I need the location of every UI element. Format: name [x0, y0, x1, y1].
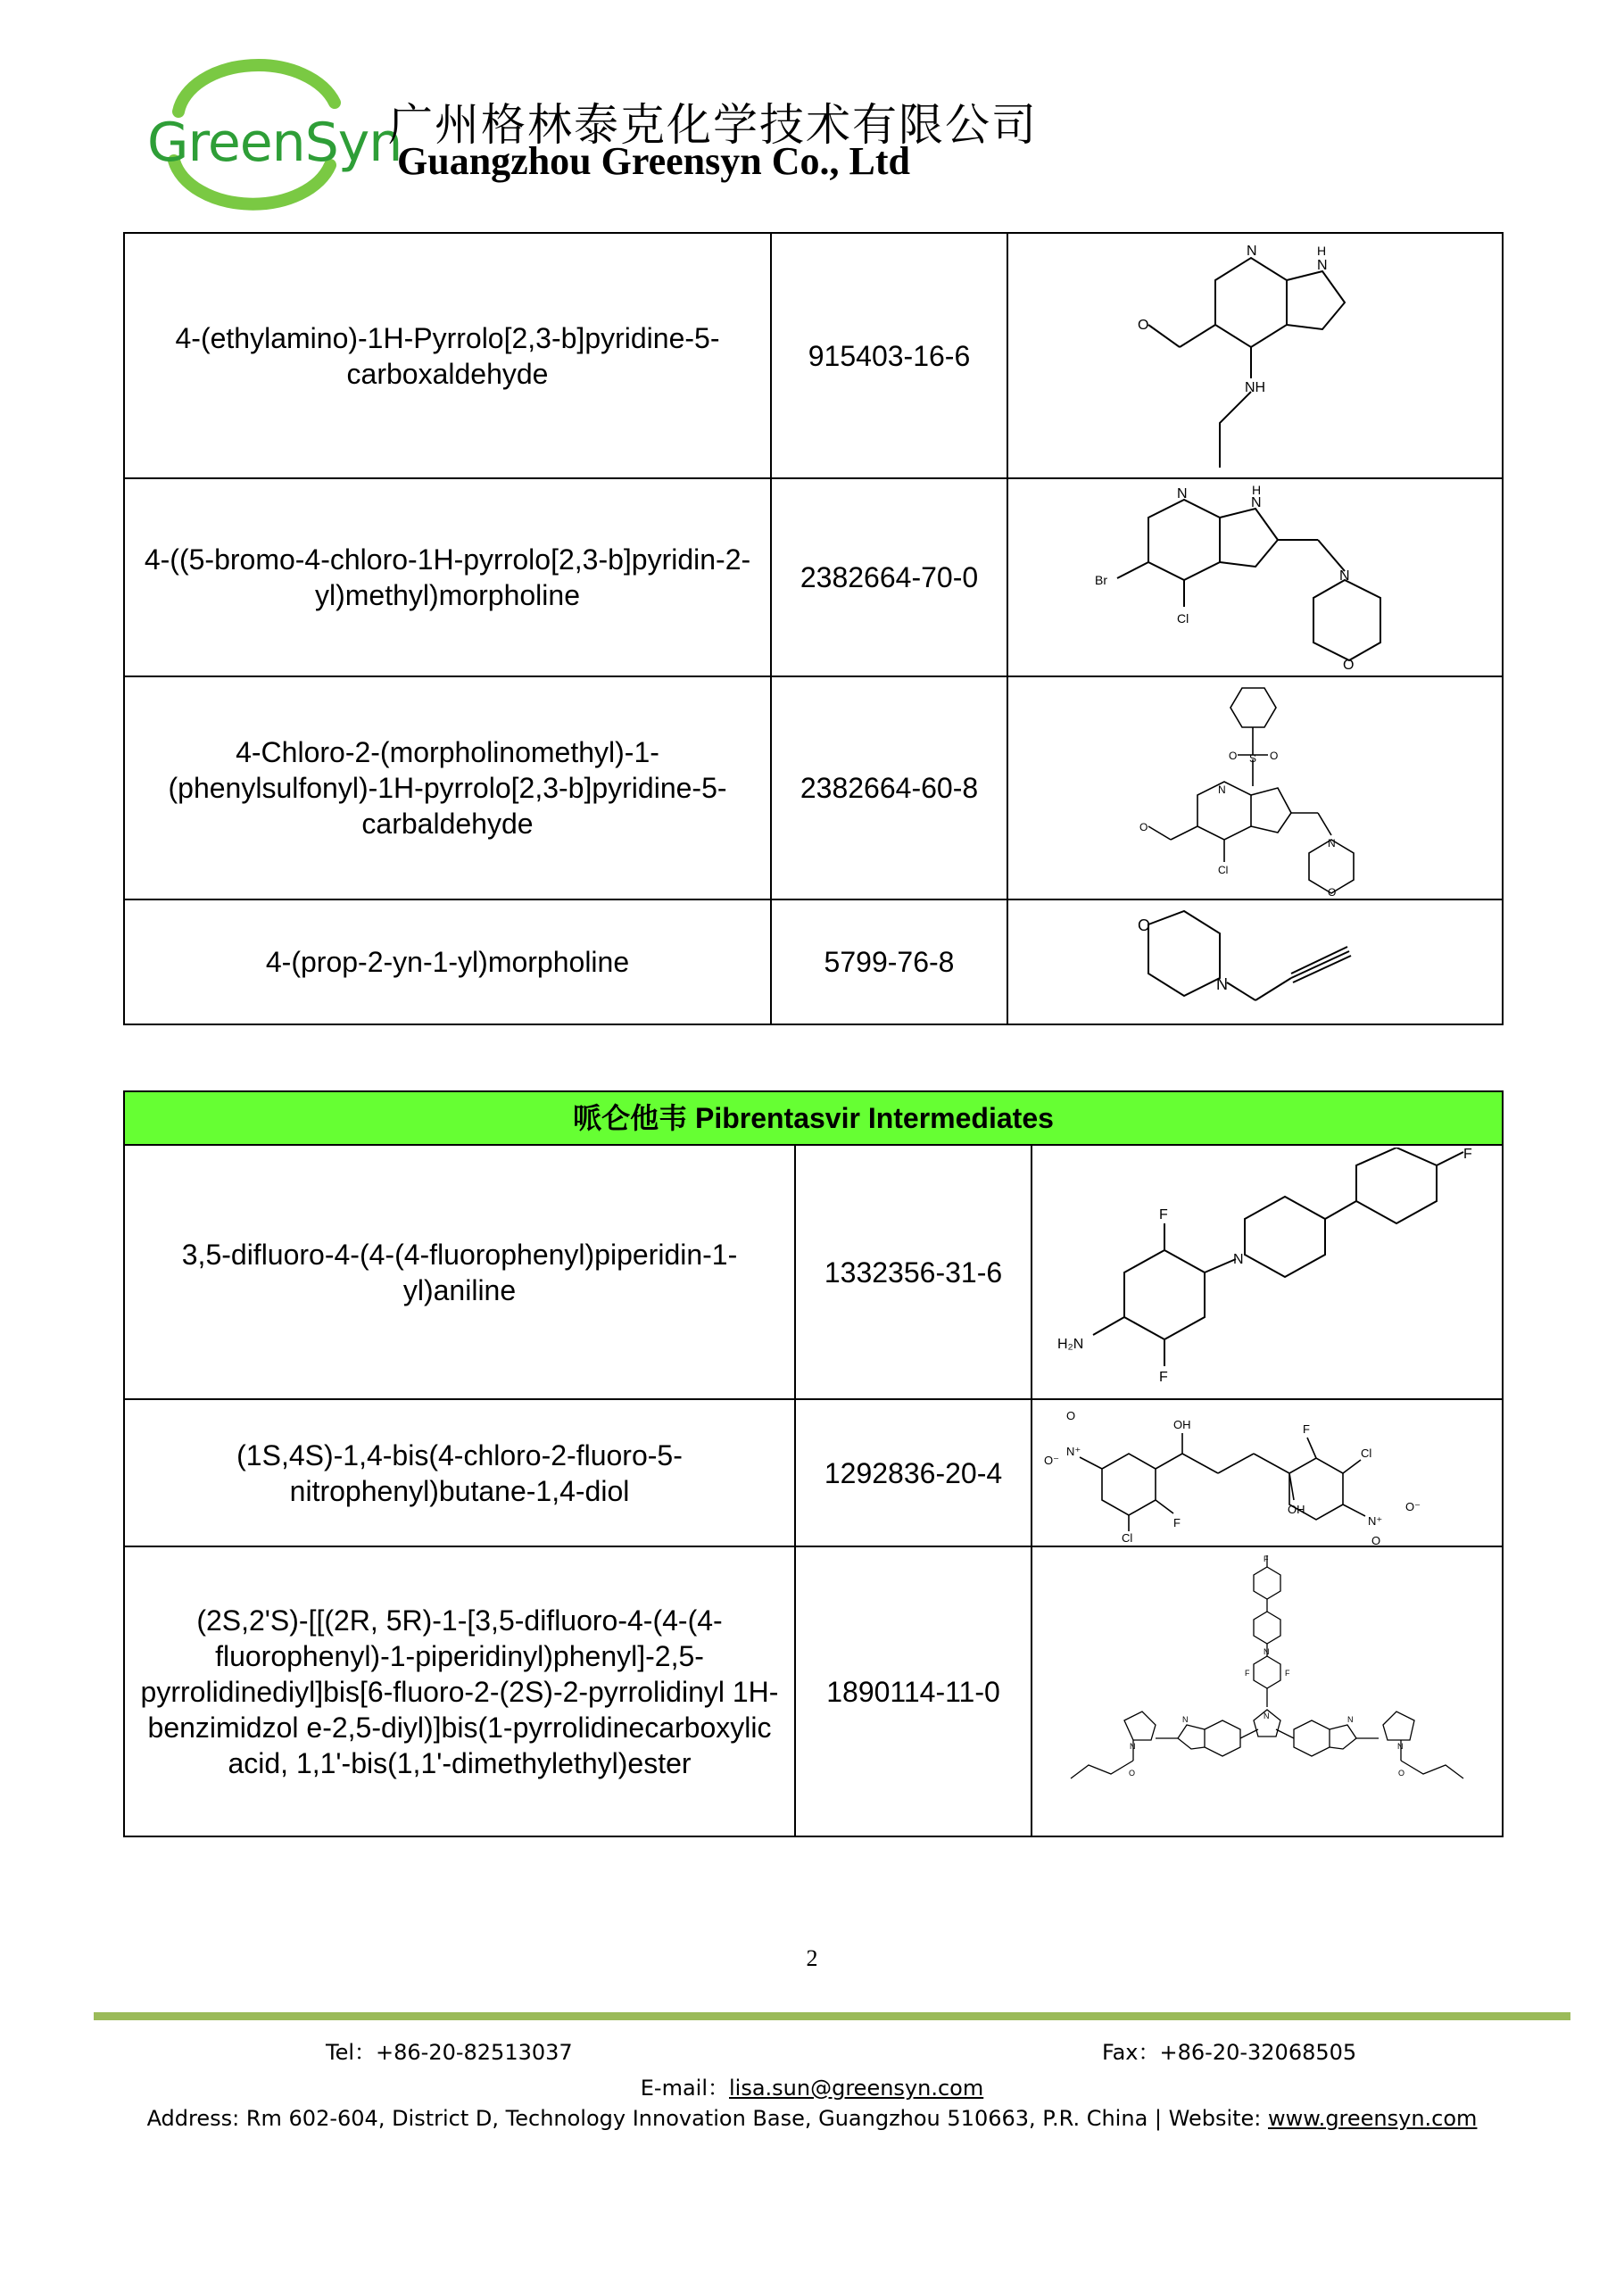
cas-number: 1890114-11-0 [795, 1546, 1032, 1836]
structure-image [1040, 1551, 1495, 1832]
footer-tel: Tel：+86-20-82513037 [326, 2040, 573, 2065]
atom-label: N [1182, 1715, 1189, 1724]
atom-label: N [1130, 1742, 1136, 1751]
table-row [124, 1145, 1503, 1399]
logo-text: GreenSyn [147, 112, 402, 174]
atom-label: N⁺ [1066, 1444, 1081, 1458]
atom-label: O [1137, 916, 1150, 934]
atom-label: NH [1244, 379, 1265, 395]
atom-label: F [1463, 1147, 1472, 1162]
atom-label: N [1233, 1251, 1244, 1267]
page-number: 2 [806, 1945, 818, 1971]
cas-number: 5799-76-8 [771, 899, 1007, 1024]
atom-label: O [1129, 1769, 1136, 1778]
email-label: E-mail： [640, 2076, 729, 2101]
atom-label: O [1066, 1408, 1076, 1422]
section-header-row [124, 1091, 1503, 1145]
section-title: 哌仑他韦 Pibrentasvir Intermediates [124, 1091, 1503, 1145]
atom-label: Cl [1176, 610, 1189, 626]
atom-label: N [1347, 1715, 1354, 1724]
atom-label: F [1264, 1554, 1269, 1563]
structure-cell [1007, 478, 1503, 676]
atom-label: N [1176, 485, 1188, 501]
structure-image [1113, 902, 1398, 1023]
atom-label: O [1228, 749, 1237, 762]
atom-label: N [1338, 568, 1350, 584]
atom-label: O [1327, 885, 1336, 898]
atom-label: H [1316, 243, 1326, 258]
compound-name: 4-(prop-2-yn-1-yl)morpholine [124, 899, 771, 1024]
atom-label: Cl [1122, 1530, 1133, 1545]
atom-label: N [1215, 974, 1228, 993]
compound-table-1 [123, 232, 1504, 1025]
compound-name: 4-(ethylamino)-1H-Pyrrolo[2,3-b]pyridine-5-carboxaldehyde [124, 233, 771, 478]
structure-cell [1007, 899, 1503, 1024]
greensyn-logo [143, 49, 402, 219]
atom-label: N [1250, 494, 1262, 510]
atom-label: O [1371, 1533, 1381, 1545]
atom-label: F [1245, 1669, 1250, 1678]
atom-label: Cl [1217, 863, 1228, 876]
structure-image [1077, 482, 1434, 674]
atom-label: N⁺ [1368, 1513, 1383, 1528]
table-row [124, 676, 1503, 899]
atom-label: H [1251, 482, 1261, 497]
atom-label: H₂N [1057, 1336, 1084, 1352]
address-text: Address: Rm 602-604, District D, Technology Innovation Base, Guangzhou 510663, P.R. China | Website: [146, 2106, 1268, 2131]
page-header [143, 49, 1038, 219]
atom-label: F [1173, 1515, 1181, 1529]
compound-name: (2S,2'S)-[[(2R, 5R)-1-[3,5-difluoro-4-(4-(4- fluorophenyl)-1-piperidinyl)phenyl]-2,5-pyrrolidinediyl]bis[6-fluoro-2-(2S)-2-pyrrolidinyl 1H-benzimidzol e-2,5-diyl)]bis(1-pyrrolidinecarboxylic acid, 1,1'-bis(1,1'-dimethylethyl)ester [124, 1546, 795, 1836]
table-row [124, 1546, 1503, 1836]
cas-number: 2382664-60-8 [771, 676, 1007, 899]
structure-image [1122, 236, 1389, 477]
cas-number: 1292836-20-4 [795, 1399, 1032, 1546]
structure-cell [1007, 233, 1503, 478]
structure-image [1040, 1402, 1495, 1545]
atom-label: O [1342, 657, 1354, 673]
email-link[interactable]: lisa.sun@greensyn.com [729, 2076, 984, 2101]
atom-label: N [1264, 1712, 1270, 1720]
table-row [124, 899, 1503, 1024]
atom-label: O [1398, 1769, 1405, 1778]
table-row [124, 233, 1503, 478]
structure-cell [1007, 676, 1503, 899]
footer-fax: Fax：+86-20-32068505 [1102, 2040, 1357, 2065]
compound-name: 4-Chloro-2-(morpholinomethyl)-1-(phenylsulfonyl)-1H-pyrrolo[2,3-b]pyridine-5-carbaldehyde [124, 676, 771, 899]
footer-address-line [0, 2106, 1624, 2131]
compound-name: (1S,4S)-1,4-bis(4-chloro-2-fluoro-5-nitrophenyl)butane-1,4-diol [124, 1399, 795, 1546]
website-link[interactable]: www.greensyn.com [1268, 2106, 1478, 2131]
table-row [124, 1399, 1503, 1546]
atom-label: N [1397, 1742, 1404, 1751]
atom-label: S [1248, 751, 1256, 765]
compound-name: 4-((5-bromo-4-chloro-1H-pyrrolo[2,3-b]pyridin-2-yl)methyl)morpholine [124, 478, 771, 676]
structure-image [1113, 679, 1398, 898]
cas-number: 915403-16-6 [771, 233, 1007, 478]
compound-table-2 [123, 1090, 1504, 1837]
atom-label: O [1137, 317, 1148, 333]
footer-divider [94, 2012, 1570, 2020]
atom-label: O [1139, 820, 1148, 833]
atom-label: Br [1094, 572, 1107, 587]
atom-label: O⁻ [1044, 1453, 1059, 1467]
cas-number: 2382664-70-0 [771, 478, 1007, 676]
atom-label: O⁻ [1405, 1499, 1421, 1513]
atom-label: OH [1288, 1502, 1305, 1516]
atom-label: F [1303, 1422, 1310, 1436]
atom-label: F [1159, 1369, 1168, 1385]
cas-number: 1332356-31-6 [795, 1145, 1032, 1399]
atom-label: N [1217, 783, 1226, 796]
atom-label: N [1246, 243, 1257, 259]
structure-cell [1032, 1145, 1503, 1399]
atom-label: O [1269, 749, 1278, 762]
compound-name: 3,5-difluoro-4-(4-(4-fluorophenyl)piperidin-1-yl)aniline [124, 1145, 795, 1399]
structure-cell [1032, 1399, 1503, 1546]
atom-label: F [1159, 1206, 1168, 1223]
structure-image [1044, 1148, 1490, 1397]
company-name-cn: 广州格林泰克化学技术有限公司 [388, 99, 1038, 151]
atom-label: N [1316, 257, 1328, 273]
atom-label: F [1285, 1669, 1290, 1678]
company-name-en: Guangzhou Greensyn Co., Ltd [397, 139, 910, 183]
structure-cell [1032, 1546, 1503, 1836]
table-row [124, 478, 1503, 676]
footer-email-line [0, 2070, 1624, 2101]
atom-label: Cl [1361, 1446, 1372, 1460]
atom-label: N [1264, 1647, 1270, 1656]
atom-label: N [1327, 836, 1336, 850]
atom-label: OH [1173, 1417, 1191, 1431]
